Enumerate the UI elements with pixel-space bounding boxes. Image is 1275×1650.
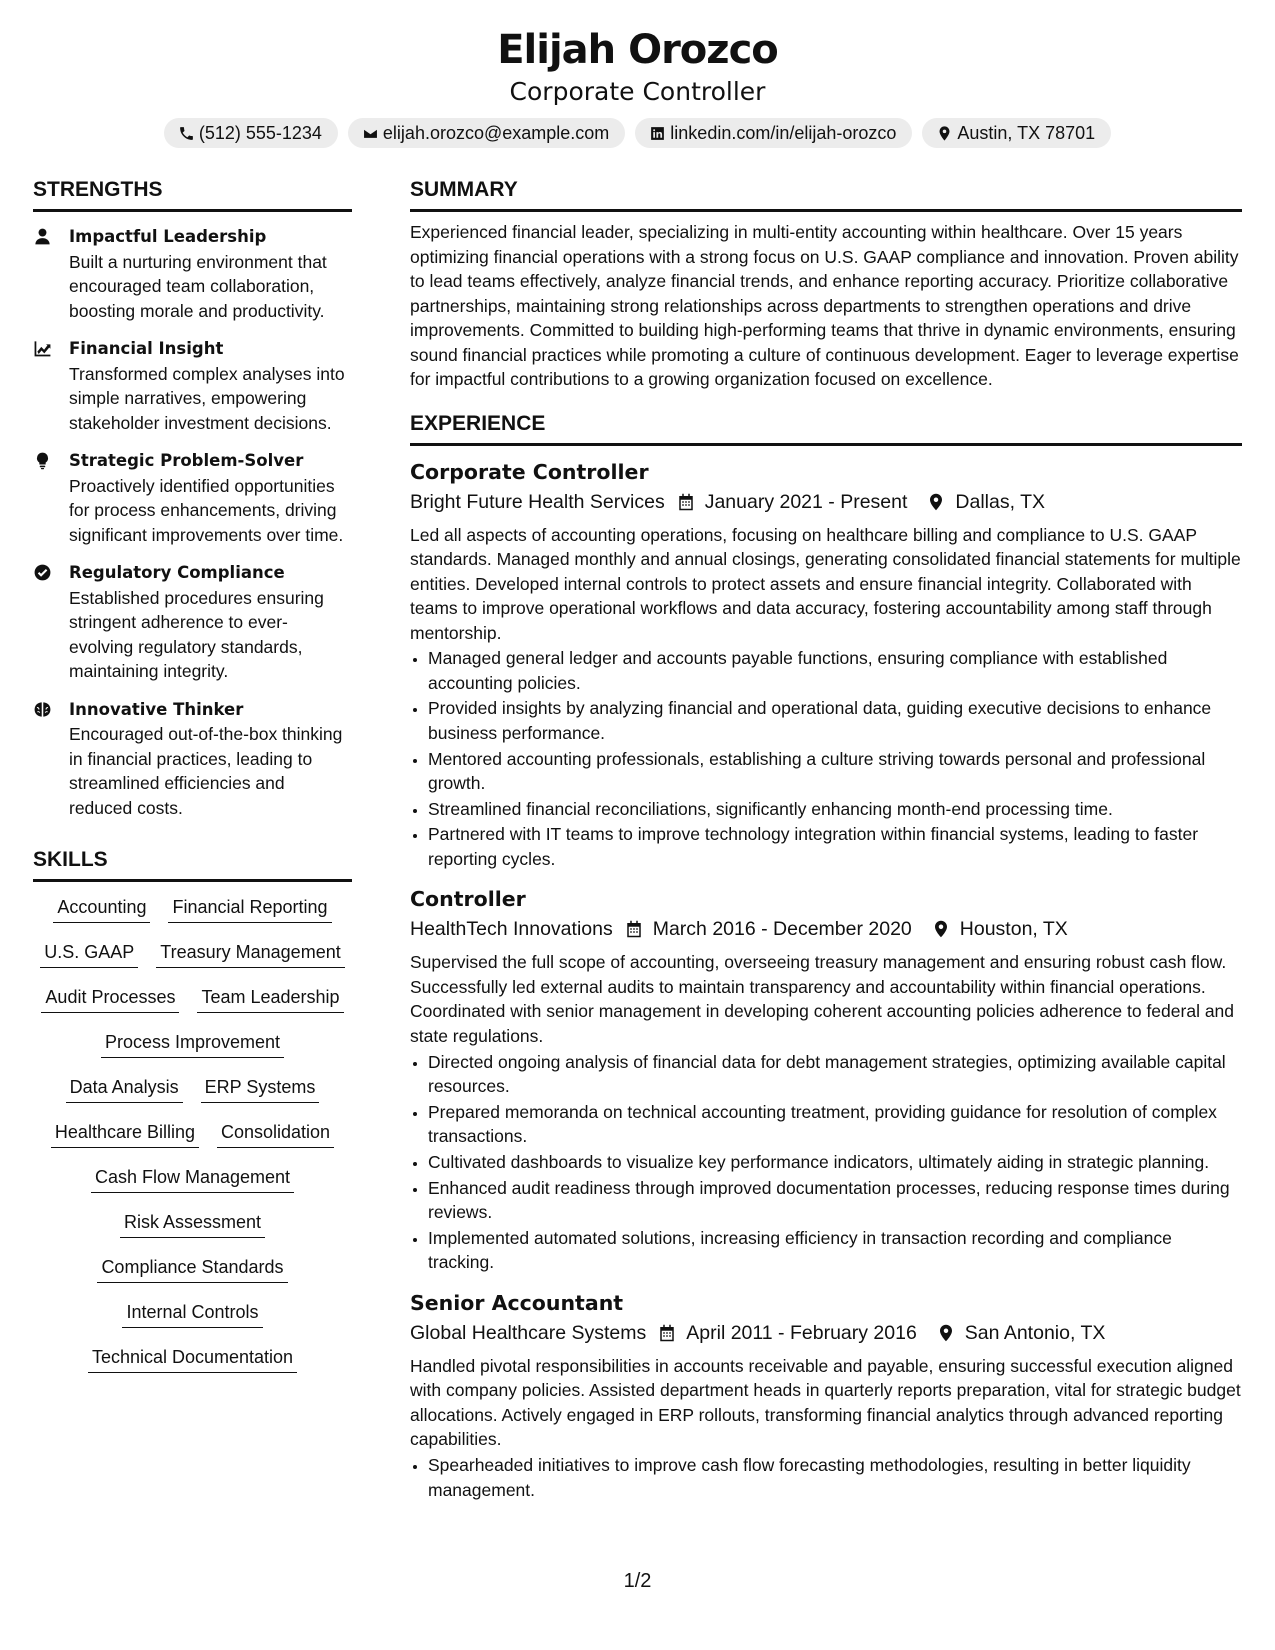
- job-dates: April 2011 - February 2016: [686, 1321, 917, 1344]
- phone-chip: [164, 118, 338, 148]
- map-pin-icon: [936, 125, 953, 142]
- bullet-item: • Mentored accounting professionals, establishing a culture striving towards personal and professional growth.: [428, 747, 1242, 796]
- strength-title: Strategic Problem-Solver: [69, 451, 304, 470]
- location-text: Austin, TX 78701: [957, 122, 1096, 143]
- skill-tag: Cash Flow Management: [91, 1164, 294, 1193]
- skill-tag: Treasury Management: [156, 939, 344, 968]
- job-company: Global Healthcare Systems: [410, 1321, 647, 1344]
- job-title: Corporate Controller: [410, 459, 649, 484]
- brain-icon: [33, 700, 52, 719]
- left-column: [33, 176, 352, 1389]
- phone-text: (512) 555-1234: [198, 122, 322, 143]
- bullet-item: • Partnered with IT teams to improve technology integration within financial systems, leading to faster reporting cycles.: [428, 822, 1242, 871]
- strength-item: [33, 697, 352, 821]
- calendar-icon: [677, 493, 695, 511]
- skill-tag: Audit Processes: [41, 984, 179, 1013]
- map-pin-icon: [932, 920, 950, 938]
- bullet-item: • Directed ongoing analysis of financial data for debt management strategies, optimizing available capital resources.: [428, 1050, 1242, 1099]
- bullet-item: • Streamlined financial reconciliations, significantly enhancing month-end processing time.: [428, 797, 1242, 822]
- job-location: Houston, TX: [959, 918, 1068, 941]
- skill-tag: ERP Systems: [201, 1074, 320, 1103]
- job-entry: [410, 885, 1242, 1274]
- linkedin-text: linkedin.com/in/elijah-orozco: [670, 122, 897, 143]
- map-pin-icon: [937, 1324, 955, 1342]
- skill-tag: Risk Assessment: [120, 1209, 265, 1238]
- skill-tag: Consolidation: [217, 1119, 334, 1148]
- experience-heading: EXPERIENCE: [410, 410, 1242, 446]
- skill-tag: Compliance Standards: [97, 1254, 287, 1283]
- location-chip: [922, 118, 1111, 148]
- strength-title: Financial Insight: [69, 339, 224, 358]
- skill-tag: Team Leadership: [197, 984, 343, 1013]
- skills-list: [33, 894, 352, 1389]
- email-text: elijah.orozco@example.com: [382, 122, 610, 143]
- page-number: 1/2: [623, 1570, 652, 1592]
- email-chip[interactable]: [348, 118, 625, 148]
- strength-title: Regulatory Compliance: [69, 563, 285, 582]
- calendar-icon: [658, 1324, 676, 1342]
- bullet-item: • Spearheaded initiatives to improve cash flow forecasting methodologies, resulting in better liquidity management.: [428, 1453, 1242, 1502]
- strength-desc: Proactively identified opportunities for process enhancements, driving significant improvements over time.: [69, 475, 344, 545]
- job-company: HealthTech Innovations: [410, 918, 613, 941]
- job-bullets: [410, 646, 1242, 871]
- summary-text: Experienced financial leader, specializing in multi-entity accounting within healthcare. Over 15 years optimizing financial operations with a strong focus on U.S. GAAP compliance and innovation. Proven ability to lead teams effectively, analyze financial trends, and enhance reporting accuracy. Prioritize collaborative partnerships, maintaining strong relationships across departments to strengthen operations and drive improvements. Committed to building high-performing teams that thrive in dynamic environments, ensuring sound financial practices while promoting a culture of continuous development. Eager to leverage expertise for impactful contributions to a growing organization focused on excellence.: [410, 222, 1239, 389]
- job-title: Controller: [410, 887, 526, 912]
- candidate-title: Corporate Controller: [509, 77, 766, 106]
- bullet-item: • Managed general ledger and accounts payable functions, ensuring compliance with established accounting policies.: [428, 646, 1242, 695]
- skill-tag: Technical Documentation: [88, 1344, 297, 1373]
- job-description: Led all aspects of accounting operations, focusing on healthcare billing and compliance to U.S. GAAP standards. Managed monthly and annual closings, generating consolidated financial statements for multiple entities. Developed internal controls to protect assets and ensure financial integrity. Collaborated with teams to improve operational workflows and data accuracy, fostering accountability among staff through mentorship.: [410, 524, 1241, 643]
- job-dates: March 2016 - December 2020: [652, 918, 912, 941]
- job-title: Senior Accountant: [410, 1290, 624, 1315]
- bullet-item: • Enhanced audit readiness through improved documentation processes, reducing response times during reviews.: [428, 1176, 1242, 1225]
- skill-tag: Internal Controls: [122, 1299, 262, 1328]
- phone-icon: [178, 125, 195, 142]
- strength-item: [33, 448, 352, 547]
- candidate-name: Elijah Orozco: [497, 27, 778, 73]
- skill-tag: Healthcare Billing: [51, 1119, 199, 1148]
- job-entry: [410, 1289, 1242, 1502]
- strength-item: [33, 560, 352, 684]
- skill-tag: Data Analysis: [66, 1074, 183, 1103]
- chart-line-icon: [33, 339, 52, 358]
- strength-title: Innovative Thinker: [69, 699, 244, 719]
- strength-desc: Established procedures ensuring stringent adherence to ever-evolving regulatory standards, maintaining integrity.: [69, 587, 324, 681]
- job-bullets: [410, 1050, 1242, 1275]
- strengths-heading: STRENGTHS: [33, 176, 352, 212]
- user-icon: [33, 227, 52, 246]
- strength-desc: Transformed complex analyses into simple narratives, empowering stakeholder investment decisions.: [69, 363, 345, 433]
- summary-heading: SUMMARY: [410, 176, 1242, 212]
- job-location: San Antonio, TX: [964, 1321, 1106, 1344]
- skills-heading: SKILLS: [33, 846, 352, 882]
- job-entry: [410, 458, 1242, 872]
- job-meta: [410, 1319, 1242, 1347]
- linkedin-icon: [649, 125, 666, 142]
- job-description: Supervised the full scope of accounting, overseeing treasury management and ensuring robust cash flow. Successfully led external audits to maintain transparency and accountability within financial operations. Coordinated with senior management in developing coherent accounting policies adherence to federal and state regulations.: [410, 952, 1235, 1046]
- job-description: Handled pivotal responsibilities in accounts receivable and payable, ensuring successful execution aligned with company policies. Assisted department heads in quarterly reports preparation, vital for strategic budget allocations. Actively engaged in ERP rollouts, transforming financial analytics through advanced reporting capabilities.: [410, 1355, 1241, 1450]
- bullet-item: • Implemented automated solutions, increasing efficiency in transaction recording and compliance tracking.: [428, 1226, 1242, 1275]
- linkedin-chip[interactable]: [635, 118, 912, 148]
- strength-item: [33, 336, 352, 435]
- calendar-icon: [625, 920, 643, 938]
- resume-header: [0, 0, 1275, 148]
- envelope-icon: [362, 125, 379, 142]
- strength-desc: Built a nurturing environment that encouraged team collaboration, boosting morale and productivity.: [69, 251, 327, 321]
- strength-desc: Encouraged out-of-the-box thinking in financial practices, leading to streamlined efficiencies and reduced costs.: [69, 724, 343, 818]
- strength-title: Impactful Leadership: [69, 227, 267, 246]
- check-circle-icon: [33, 563, 52, 582]
- bullet-item: • Provided insights by analyzing financial and operational data, guiding executive decisions to enhance business performance.: [428, 696, 1242, 745]
- job-bullets: [410, 1453, 1242, 1502]
- strength-item: [33, 224, 352, 323]
- bullet-item: • Cultivated dashboards to visualize key performance indicators, ultimately aiding in strategic planning.: [428, 1150, 1242, 1175]
- map-pin-icon: [927, 493, 945, 511]
- skill-tag: U.S. GAAP: [40, 939, 138, 968]
- right-column: [410, 176, 1242, 1502]
- skill-tag: Accounting: [53, 894, 150, 923]
- job-meta: [410, 915, 1242, 943]
- contact-bar: [0, 118, 1275, 148]
- skill-tag: Process Improvement: [101, 1029, 284, 1058]
- job-location: Dallas, TX: [955, 490, 1045, 513]
- job-dates: January 2021 - Present: [704, 490, 908, 513]
- job-company: Bright Future Health Services: [410, 490, 665, 513]
- job-meta: [410, 488, 1242, 516]
- skill-tag: Financial Reporting: [168, 894, 331, 923]
- bullet-item: • Prepared memoranda on technical accounting treatment, providing guidance for resolution of complex transactions.: [428, 1100, 1242, 1149]
- lightbulb-icon: [33, 451, 52, 470]
